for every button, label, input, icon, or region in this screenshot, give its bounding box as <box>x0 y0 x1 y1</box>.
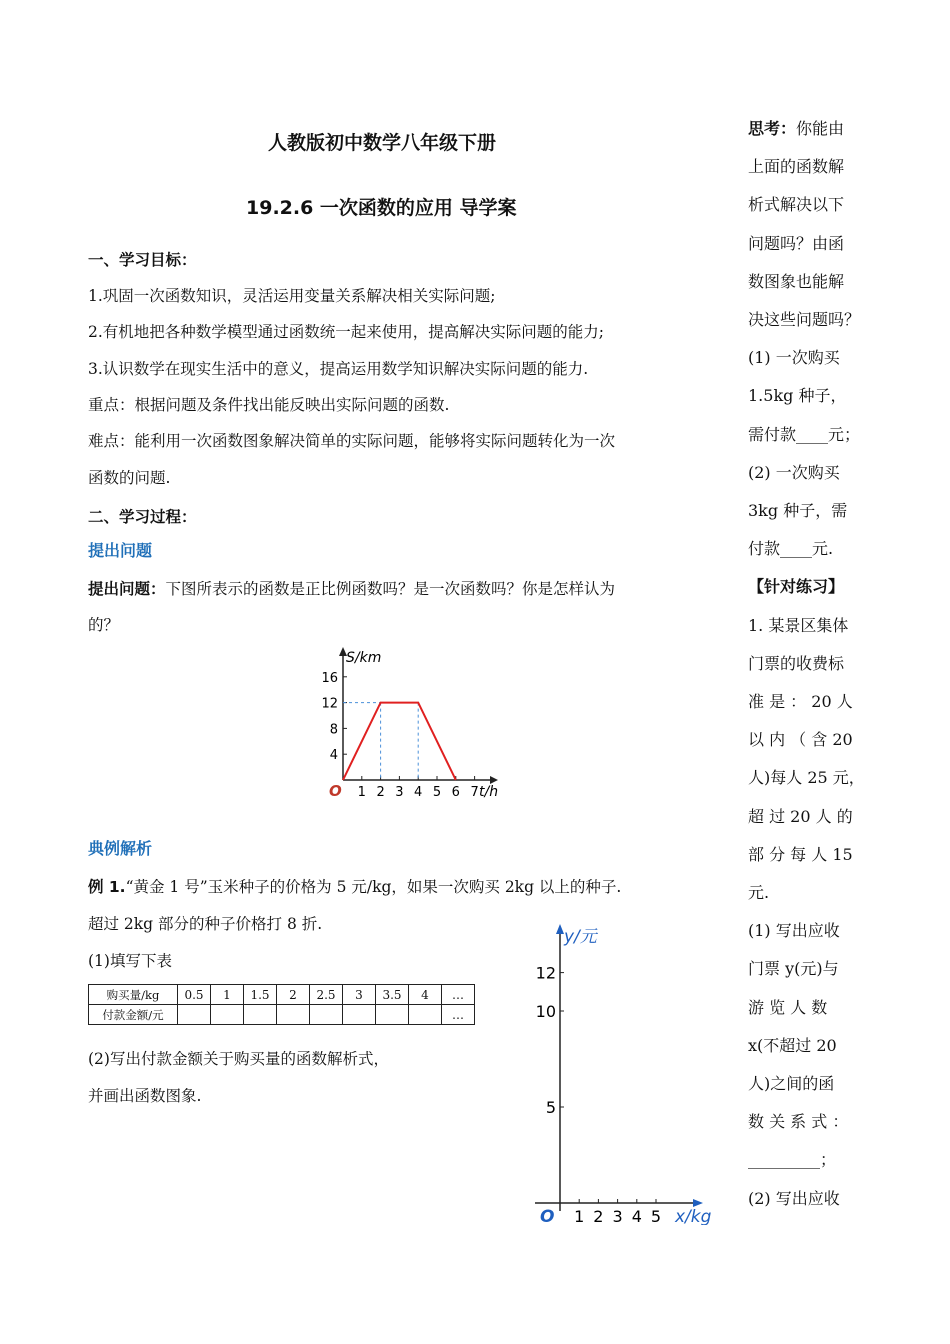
practice-line: 元. <box>748 883 770 902</box>
x-axis-label: t/h <box>479 784 499 800</box>
sidebar-question-line: 1.5kg 种子， <box>748 386 847 406</box>
y-tick-label: 12 <box>535 963 556 983</box>
think-text: 你能由 <box>796 119 845 138</box>
table-cell[interactable] <box>178 1005 211 1025</box>
sidebar-think-line: 析式解决以下 <box>748 195 845 215</box>
table-header-cell: 付款金额/元 <box>89 1005 178 1025</box>
x-tick-label: 3 <box>612 1207 623 1225</box>
sidebar-question-line: (1) 一次购买 <box>748 348 840 368</box>
x-tick-label: 1 <box>574 1207 585 1225</box>
practice-line: 准 是 ： 20 人 <box>748 692 853 711</box>
table-cell: 2.5 <box>310 985 343 1005</box>
table-cell: 4 <box>409 985 442 1005</box>
example-text <box>88 875 621 897</box>
y-axis-label: y/元 <box>564 927 597 947</box>
table-row <box>89 1005 475 1025</box>
x-tick-label: 7 <box>470 785 479 800</box>
table-cell: 3 <box>343 985 376 1005</box>
distance-time-chart <box>318 642 518 807</box>
sidebar-think-line: 上面的函数解 <box>748 157 845 177</box>
sidebar-question-line: (2) 一次购买 <box>748 462 840 482</box>
table-cell: 3.5 <box>376 985 409 1005</box>
sidebar-think-line: 数图象也能解 <box>748 271 845 291</box>
x-tick-label: 2 <box>376 785 385 800</box>
difficulty-line: 难点：能利用一次函数图象解决简单的实际问题，能够将实际问题转化为一次 <box>88 432 616 450</box>
question-2-cont: 并画出函数图象. <box>88 1087 202 1105</box>
practice-question-line: 数 关 系 式 ： <box>748 1112 849 1132</box>
practice-question-line: 游 览 人 数 <box>748 997 828 1017</box>
origin-label: O <box>540 1207 555 1225</box>
x-tick-label: 5 <box>650 1207 662 1225</box>
example-text-cont: 超过 2kg 部分的种子价格打 8 折. <box>88 915 323 933</box>
x-tick-label: 6 <box>451 785 460 800</box>
practice-line: 1. 某景区集体 <box>748 615 849 635</box>
table-cell[interactable] <box>211 1005 244 1025</box>
page-title: 人教版初中数学八年级下册 <box>268 132 497 154</box>
table-cell: 0.5 <box>178 985 211 1005</box>
sidebar-question-line: 需付款____元； <box>748 424 861 444</box>
table-row <box>89 985 475 1005</box>
table-cell[interactable] <box>244 1005 277 1025</box>
difficulty-line: 函数的问题. <box>88 469 171 487</box>
key-point: 重点：根据问题及条件找出能反映出实际问题的函数. <box>88 396 450 414</box>
payment-graph-axes <box>525 920 725 1225</box>
section-heading-process: 二、学习过程： <box>88 508 197 526</box>
y-axis-arrow-icon <box>556 924 564 934</box>
x-tick-label: 4 <box>414 785 423 800</box>
sidebar-question-line: 付款____元. <box>748 539 834 559</box>
origin-label: O <box>329 782 342 800</box>
table-cell[interactable] <box>409 1005 442 1025</box>
sidebar-question-line: 3kg 种子，需 <box>748 501 848 520</box>
think-label: 思考： <box>748 119 797 138</box>
goal-item: 2.有机地把各种数学模型通过函数统一起来使用，提高解决实际问题的能力; <box>88 323 605 341</box>
y-tick-label: 8 <box>329 722 338 738</box>
raise-question-text <box>88 577 615 599</box>
practice-line: 以 内 （ 含 20 <box>748 730 853 750</box>
table-cell: 2 <box>277 985 310 1005</box>
raise-question-label: 提出问题： <box>88 580 166 598</box>
x-axis-arrow-icon <box>693 1199 703 1207</box>
x-tick-label: 5 <box>432 785 442 800</box>
practice-line: 门票的收费标 <box>748 653 845 673</box>
sidebar-think-line <box>748 116 844 139</box>
x-tick-label: 2 <box>593 1207 604 1225</box>
goal-item: 3.认识数学在现实生活中的意义，提高运用数学知识解决实际问题的能力. <box>88 360 589 378</box>
practice-question-line: 门票 y(元)与 <box>748 959 839 979</box>
table-cell: … <box>442 1005 475 1025</box>
y-tick-label: 10 <box>535 1002 556 1021</box>
practice-question-line: _________； <box>748 1150 837 1170</box>
practice-heading: 【针对练习】 <box>748 577 845 597</box>
x-axis-arrow-icon <box>490 776 498 784</box>
practice-line: 人)每人 25 元， <box>748 768 865 788</box>
y-tick-label: 5 <box>545 1098 556 1117</box>
table-cell[interactable] <box>343 1005 376 1025</box>
goal-item: 1.巩固一次函数知识，灵活运用变量关系解决相关实际问题; <box>88 287 496 305</box>
table-cell: 1.5 <box>244 985 277 1005</box>
practice-question-line: (1) 写出应收 <box>748 921 840 941</box>
section-heading-goals: 一、学习目标： <box>88 251 197 269</box>
x-axis-label: x/kg <box>675 1207 712 1225</box>
raise-question-body: 下图所表示的函数是正比例函数吗？是一次函数吗？你是怎样认为 <box>165 580 616 598</box>
y-tick-label: 4 <box>329 748 338 764</box>
table-header-cell: 购买量/kg <box>89 985 178 1005</box>
practice-question-line: 人)之间的函 <box>748 1074 835 1093</box>
y-axis-label: S/km <box>346 650 382 666</box>
table-cell[interactable] <box>277 1005 310 1025</box>
table-cell[interactable] <box>310 1005 343 1025</box>
x-tick-label: 1 <box>357 785 366 800</box>
table-cell: … <box>442 985 475 1005</box>
example-label: 例 1. <box>88 878 126 896</box>
sidebar-think-line: 决这些问题吗？ <box>748 310 861 329</box>
practice-line: 超 过 20 人 的 <box>748 806 853 826</box>
purchase-table <box>88 984 475 1025</box>
practice-question-line: (2) 写出应收 <box>748 1188 840 1208</box>
raise-question-heading: 提出问题 <box>88 541 153 560</box>
y-tick-label: 12 <box>321 696 338 712</box>
raise-question-text-cont: 的？ <box>88 616 120 634</box>
table-cell[interactable] <box>376 1005 409 1025</box>
page-subtitle: 19.2.6 一次函数的应用 导学案 <box>246 197 517 219</box>
x-tick-label: 4 <box>631 1207 642 1225</box>
question-1: (1)填写下表 <box>88 952 172 970</box>
practice-line: 部 分 每 人 15 <box>748 844 853 864</box>
table-cell: 1 <box>211 985 244 1005</box>
example-body: “黄金 1 号”玉米种子的价格为 5 元/kg，如果一次购买 2kg 以上的种子. <box>125 878 622 896</box>
series-line <box>343 703 456 780</box>
question-2: (2)写出付款金额关于购买量的函数解析式， <box>88 1050 389 1068</box>
sidebar-think-line: 问题吗？由函 <box>748 233 845 253</box>
y-tick-label: 16 <box>321 670 338 686</box>
x-tick-label: 3 <box>395 785 404 800</box>
practice-question-line: x(不超过 20 <box>748 1035 837 1055</box>
example-heading: 典例解析 <box>88 839 153 858</box>
